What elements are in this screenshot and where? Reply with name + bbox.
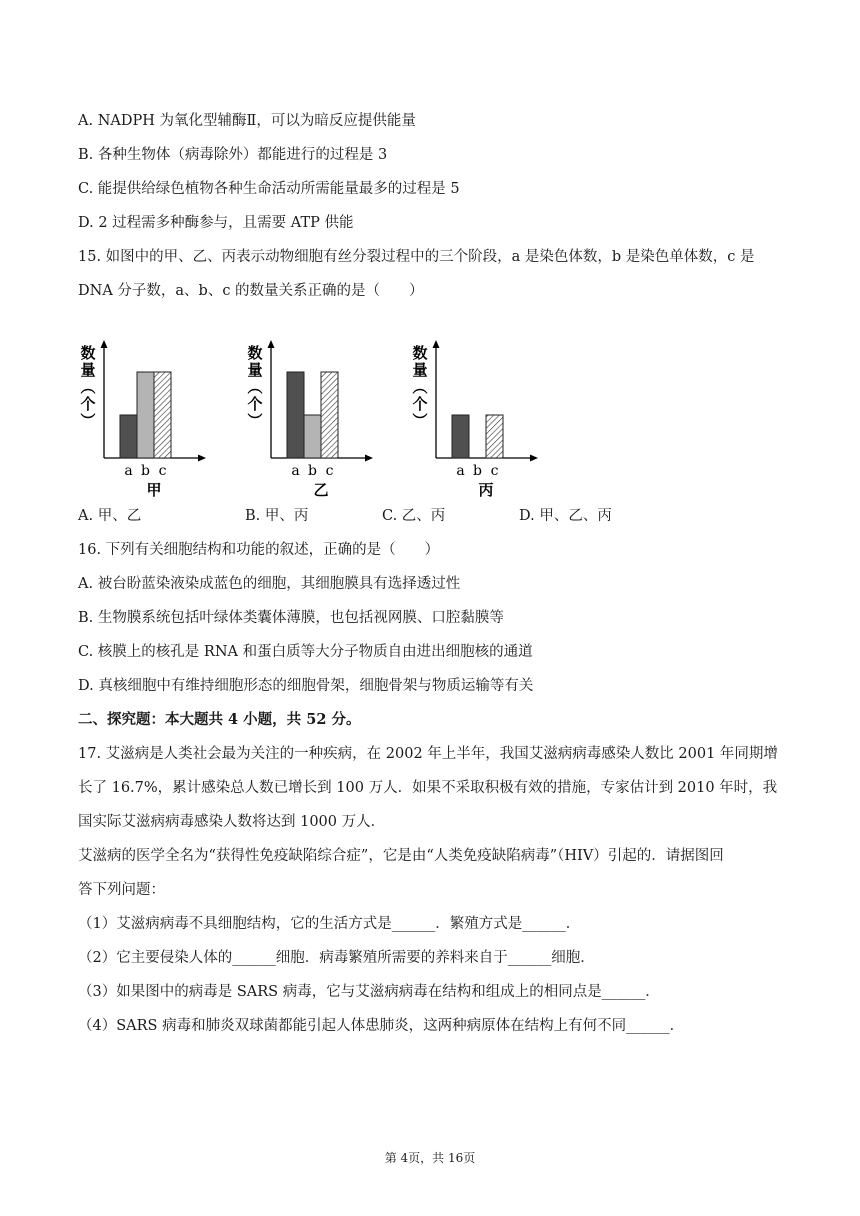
x-tick-label-b: b bbox=[473, 463, 482, 479]
q15-option-c: C. 乙、丙 bbox=[382, 508, 446, 524]
option-b-prev: B. 各种生物体（病毒除外）都能进行的过程是 3 bbox=[78, 147, 388, 163]
y-axis-label-char: 个 bbox=[412, 395, 428, 413]
y-axis-arrow bbox=[433, 340, 440, 348]
x-tick-label-a: a bbox=[456, 463, 465, 479]
x-tick-label-c: c bbox=[325, 463, 334, 479]
y-axis-label-char: 数 bbox=[80, 344, 96, 362]
q17-sub-4: （4）SARS 病毒和肺炎双球菌都能引起人体患肺炎，这两种病原体在结构上有何不同______． bbox=[78, 1018, 685, 1034]
chart-bing bbox=[410, 340, 560, 505]
q16-option-c: C. 核膜上的核孔是 RNA 和蛋白质等大分子物质自由进出细胞核的通道 bbox=[78, 644, 533, 660]
question-17-line1: 17. 艾滋病是人类社会最为关注的一种疾病，在 2002 年上半年，我国艾滋病病毒感染人数比 2001 年同期增 bbox=[78, 746, 778, 762]
x-axis-arrow bbox=[198, 455, 206, 462]
q15-option-a: A. 甲、乙 bbox=[78, 508, 142, 524]
bar-a bbox=[287, 372, 304, 458]
q16-option-b: B. 生物膜系统包括叶绿体类囊体薄膜，也包括视网膜、口腔黏膜等 bbox=[78, 610, 504, 626]
x-tick-label-c: c bbox=[490, 463, 499, 479]
bar-c bbox=[486, 415, 503, 458]
y-axis-label-char: ︵ bbox=[412, 378, 428, 396]
bar-c bbox=[154, 372, 171, 458]
q17-sub-2: （2）它主要侵染人体的______细胞．病毒繁殖所需要的养料来自于______细胞． bbox=[78, 950, 595, 966]
option-d-prev: D. 2 过程需多种酶参与，且需要 ATP 供能 bbox=[78, 215, 354, 231]
q16-option-a: A. 被台盼蓝染液染成蓝色的细胞，其细胞膜具有选择透过性 bbox=[78, 576, 461, 592]
y-axis-label-char: 个 bbox=[247, 395, 263, 413]
option-a-prev: A. NADPH 为氧化型辅酶Ⅱ，可以为暗反应提供能量 bbox=[78, 113, 416, 129]
q15-option-d: D. 甲、乙、丙 bbox=[519, 508, 612, 524]
q15-option-b: B. 甲、丙 bbox=[245, 508, 309, 524]
q16-option-d: D. 真核细胞中有维持细胞形态的细胞骨架，细胞骨架与物质运输等有关 bbox=[78, 678, 534, 694]
bar-a bbox=[452, 415, 469, 458]
y-axis-label-char: ︶ bbox=[247, 412, 263, 430]
chart-svg bbox=[245, 340, 395, 505]
y-axis-label-char: 数 bbox=[412, 344, 428, 362]
y-axis-label-char: 个 bbox=[80, 395, 96, 413]
bar-a bbox=[120, 415, 137, 458]
option-c-prev: C. 能提供给绿色植物各种生命活动所需能量最多的过程是 5 bbox=[78, 181, 460, 197]
question-17-line2: 长了 16.7%，累计感染总人数已增长到 100 万人．如果不采取积极有效的措施，专家估计到 2010 年时，我 bbox=[78, 780, 778, 796]
y-axis-label-char: 量 bbox=[80, 361, 96, 379]
question-17-line5: 答下列问题： bbox=[78, 882, 165, 898]
chart-title: 乙 bbox=[313, 481, 329, 499]
y-axis-label-char: ︵ bbox=[80, 378, 96, 396]
chart-svg bbox=[78, 340, 228, 505]
y-axis-label-char: ︶ bbox=[80, 412, 96, 430]
y-axis-label-char: 数 bbox=[247, 344, 263, 362]
x-axis-arrow bbox=[530, 455, 538, 462]
chart-jia bbox=[78, 340, 228, 505]
x-tick-label-b: b bbox=[141, 463, 150, 479]
chart-svg bbox=[410, 340, 560, 505]
x-axis-arrow bbox=[365, 455, 373, 462]
section-heading: 二、探究题：本大题共 4 小题，共 52 分。 bbox=[78, 711, 361, 728]
question-17-line4: 艾滋病的医学全名为“获得性免疫缺陷综合症”，它是由“人类免疫缺陷病毒”（HIV）引起的．请据图回 bbox=[78, 848, 724, 864]
y-axis-label-char: 量 bbox=[412, 361, 428, 379]
page-footer: 第 4页，共 16页 bbox=[384, 1151, 476, 1165]
y-axis-arrow bbox=[101, 340, 108, 348]
q17-sub-1: （1）艾滋病病毒不具细胞结构，它的生活方式是______．繁殖方式是______． bbox=[78, 916, 581, 932]
bar-b bbox=[304, 415, 321, 458]
question-17-line3: 国实际艾滋病病毒感染人数将达到 1000 万人． bbox=[78, 814, 386, 830]
y-axis-label-char: 量 bbox=[247, 361, 263, 379]
question-15-line2: DNA 分子数，a、b、c 的数量关系正确的是（ ） bbox=[78, 283, 424, 299]
x-tick-label-c: c bbox=[158, 463, 167, 479]
y-axis-label-char: ︶ bbox=[412, 412, 428, 430]
chart-yi bbox=[245, 340, 395, 505]
question-16: 16. 下列有关细胞结构和功能的叙述，正确的是（ ） bbox=[78, 542, 440, 558]
y-axis-label-char: ︵ bbox=[247, 378, 263, 396]
x-tick-label-a: a bbox=[291, 463, 300, 479]
chart-title: 甲 bbox=[146, 481, 162, 499]
x-tick-label-a: a bbox=[124, 463, 133, 479]
bar-c bbox=[321, 372, 338, 458]
y-axis-arrow bbox=[268, 340, 275, 348]
chart-title: 丙 bbox=[478, 481, 494, 499]
q17-sub-3: （3）如果图中的病毒是 SARS 病毒，它与艾滋病病毒在结构和组成上的相同点是______． bbox=[78, 984, 660, 1000]
x-tick-label-b: b bbox=[308, 463, 317, 479]
bar-b bbox=[137, 372, 154, 458]
question-15-line1: 15. 如图中的甲、乙、丙表示动物细胞有丝分裂过程中的三个阶段，a 是染色体数，b 是染色单体数，c 是 bbox=[78, 249, 755, 265]
